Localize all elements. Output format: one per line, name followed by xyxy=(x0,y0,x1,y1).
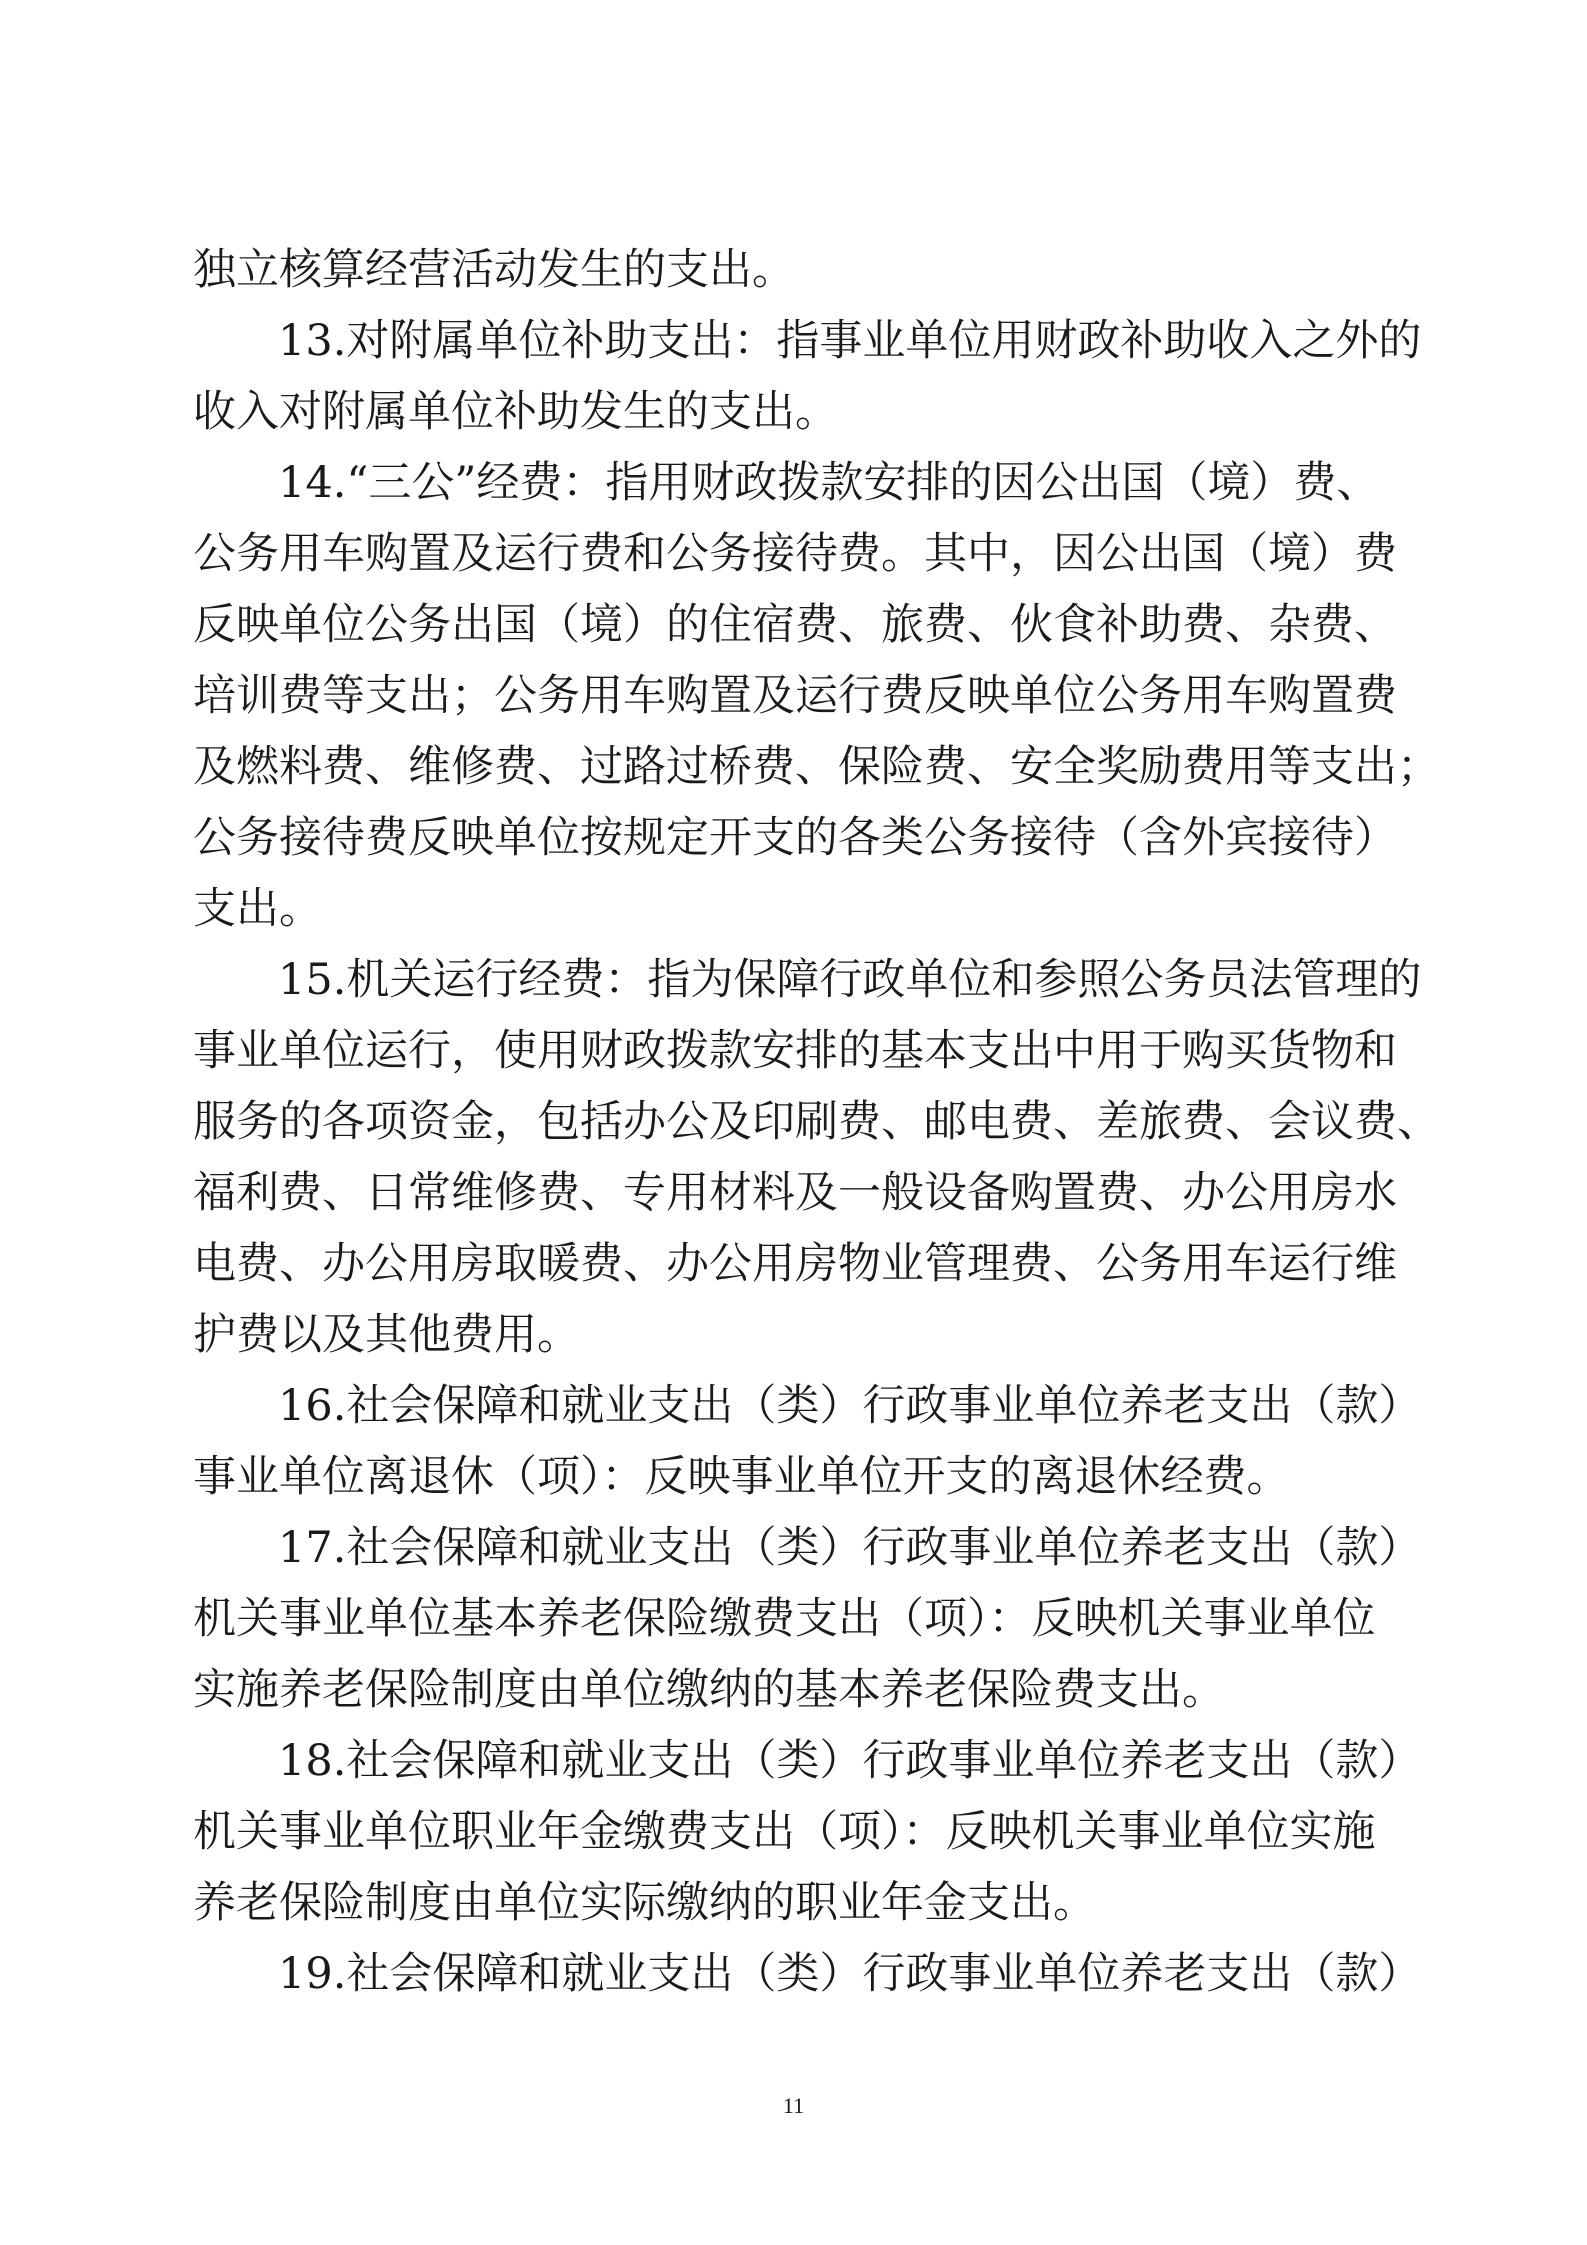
text-line: 15.机关运行经费：指为保障行政单位和参照公务员法管理的 xyxy=(278,955,1422,1005)
text-line: 公务接待费反映单位按规定开支的各类公务接待（含外宾接待） xyxy=(193,813,1397,863)
text-line: 17.社会保障和就业支出（类）行政事业单位养老支出（款） xyxy=(278,1523,1422,1573)
text-line: 机关事业单位基本养老保险缴费支出（项）：反映机关事业单位 xyxy=(193,1594,1376,1644)
text-line: 13.对附属单位补助支出：指事业单位用财政补助收入之外的 xyxy=(278,316,1422,366)
text-line: 事业单位运行，使用财政拨款安排的基本支出中用于购买货物和 xyxy=(193,1026,1397,1076)
text-line: 19.社会保障和就业支出（类）行政事业单位养老支出（款） xyxy=(278,1949,1422,1999)
text-line: 反映单位公务出国（境）的住宿费、旅费、伙食补助费、杂费、 xyxy=(193,600,1397,650)
text-line: 公务用车购置及运行费和公务接待费。其中，因公出国（境）费 xyxy=(193,529,1397,579)
text-line: 支出。 xyxy=(193,884,322,934)
text-line: 机关事业单位职业年金缴费支出（项）：反映机关事业单位实施 xyxy=(193,1807,1376,1857)
text-line: 16.社会保障和就业支出（类）行政事业单位养老支出（款） xyxy=(278,1381,1422,1431)
text-line: 实施养老保险制度由单位缴纳的基本养老保险费支出。 xyxy=(193,1665,1225,1715)
text-line: 服务的各项资金，包括办公及印刷费、邮电费、差旅费、会议费、 xyxy=(193,1097,1440,1147)
text-line: 电费、办公用房取暖费、办公用房物业管理费、公务用车运行维 xyxy=(193,1239,1397,1289)
text-line: 14.“三公”经费：指用财政拨款安排的因公出国（境）费、 xyxy=(278,458,1380,508)
text-line: 事业单位离退休（项）：反映事业单位开支的离退休经费。 xyxy=(193,1452,1290,1502)
text-line: 收入对附属单位补助发生的支出。 xyxy=(193,387,838,437)
text-line: 独立核算经营活动发生的支出。 xyxy=(193,245,795,295)
text-line: 护费以及其他费用。 xyxy=(193,1310,580,1360)
page-number: 11 xyxy=(782,2093,805,2118)
text-line: 培训费等支出；公务用车购置及运行费反映单位公务用车购置费 xyxy=(193,671,1397,721)
text-line: 及燃料费、维修费、过路过桥费、保险费、安全奖励费用等支出； xyxy=(193,742,1440,792)
text-line: 18.社会保障和就业支出（类）行政事业单位养老支出（款） xyxy=(278,1736,1422,1786)
text-line: 养老保险制度由单位实际缴纳的职业年金支出。 xyxy=(193,1878,1096,1928)
text-line: 福利费、日常维修费、专用材料及一般设备购置费、办公用房水 xyxy=(193,1168,1397,1218)
